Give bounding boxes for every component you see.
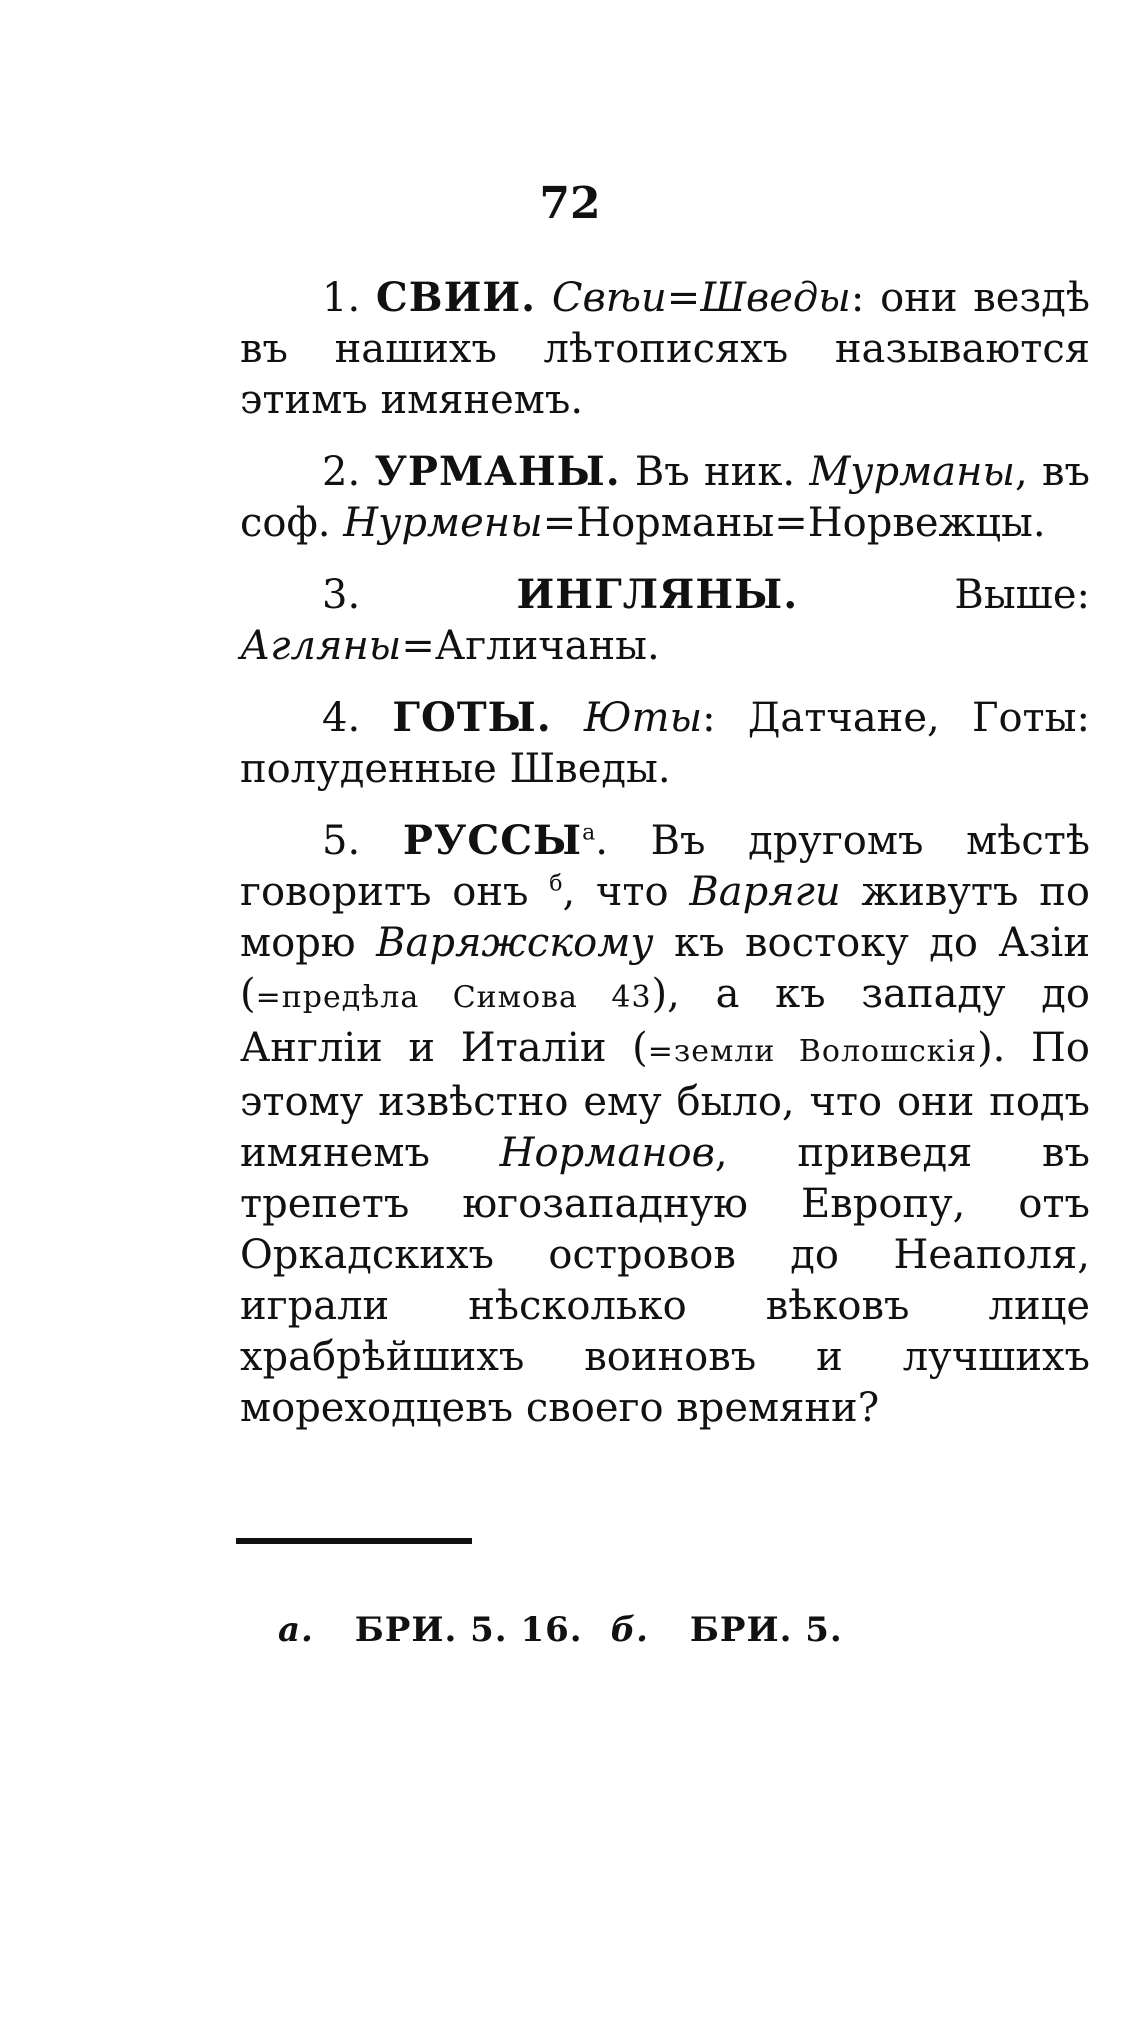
paragraph-number: 3. [322,572,517,618]
footnote-letter: б. [610,1610,662,1650]
paragraph-number: 1. [322,275,376,321]
body-text: ), а къ западу до Англiи и Италiи ( [240,971,1090,1071]
paragraph-3 [240,569,1090,672]
paragraph-5 [240,815,1090,1434]
italic-term: Юты [583,695,703,741]
body-text: =Норманы=Норвежцы. [542,500,1046,546]
paragraph-heading: УРМАНЫ. [374,448,621,495]
italic-term: Норманов [499,1130,715,1176]
italic-term: Варяги [689,869,841,915]
body-text: Выше: [798,572,1090,618]
main-text [240,272,1090,1454]
gloss-text: =земли Волошскiя [647,1034,978,1069]
italic-term: Шведы [700,275,851,321]
italic-term: Агляны [240,623,402,669]
footnote-letter: а. [278,1610,327,1650]
body-text: ). По этому извѣстно ему было, что они подъ имянемъ [240,1025,1091,1176]
gloss-text: =предѣла Симова 43 [255,980,652,1015]
body-text: : Датчане, Готы: полуденные Шведы. [240,695,1090,792]
footnotes [278,1610,1098,1650]
body-text: =Агличаны. [401,623,660,669]
paragraph-4 [240,692,1090,795]
body-text: Въ ник. [620,449,810,495]
body-text: , что [562,869,690,915]
body-text [536,275,552,321]
paragraph-number: 5. [322,818,403,864]
footnote-1 [278,1610,583,1650]
body-text: къ востоку до Азiи ( [240,920,1090,1017]
body-text: живутъ по морю [240,869,1091,966]
paragraph-heading: ГОТЫ. [392,694,552,741]
paragraph-heading: РУССЫ [402,817,583,864]
paragraph-1 [240,272,1090,426]
paragraph-number: 2. [322,449,375,495]
body-text: : они вездѣ въ нашихъ лѣтописяхъ называются этимъ имянемъ. [240,275,1090,423]
footnote-text: БРИ. 5. 16. [354,1610,583,1650]
footnote-text: БРИ. 5. [689,1610,843,1650]
paragraph-2 [240,446,1090,549]
paragraph-heading: ИНГЛЯНЫ. [516,571,799,618]
body-text: . Въ другомъ мѣстѣ говоритъ онъ [240,818,1090,915]
footnote-marker: б [549,871,563,897]
page-number: 72 [539,178,601,229]
body-text: , приведя въ трепетъ югозападную Европу, отъ Оркадскихъ островов до Неаполя, играли нѣсколько вѣковъ лице храбрѣйшихъ воиновъ и лучшихъ мореходцевъ своего времяни? [240,1130,1091,1431]
footnote-divider [236,1538,472,1544]
footnote-2 [611,1610,843,1650]
italic-term: Варяжскому [376,920,654,966]
italic-term: Нурмены [343,500,543,546]
italic-term: Свѣи [551,275,667,321]
paragraph-number: 4. [322,695,393,741]
italic-term: Мурманы [809,449,1016,495]
body-text [552,695,584,741]
paragraph-heading: СВИИ. [375,274,537,321]
body-text: = [666,275,701,321]
footnote-marker: а [582,820,596,846]
body-text: , въ соф. [240,449,1090,546]
